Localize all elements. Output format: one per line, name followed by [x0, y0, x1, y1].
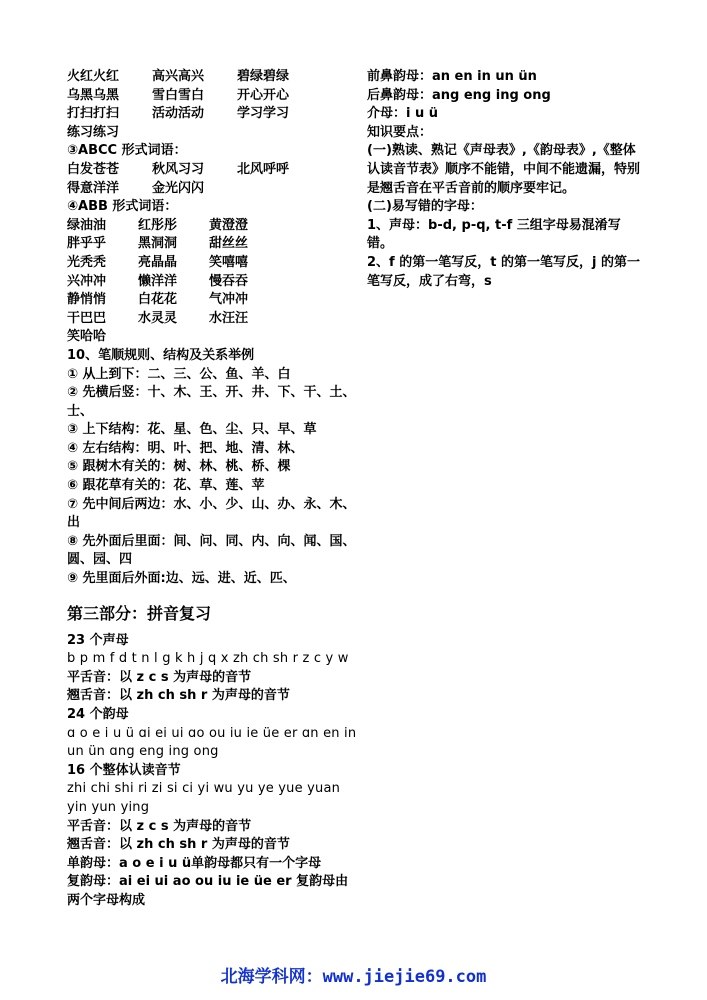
- word: 笑哈哈: [67, 329, 107, 345]
- compound-finals: 复韵母：ai ei ui ao ou iu ie üe er 复韵母由两个字母构成: [67, 874, 349, 908]
- stroke-item: ③ 上下结构：花、星、色、尘、只、早、草: [67, 422, 317, 438]
- whole-syllables-title: 16 个整体认读音节: [67, 762, 181, 778]
- key-point-2-title: (二)易写错的字母：: [367, 199, 483, 215]
- simple-finals: 单韵母：a o e i u ü单韵母都只有一个字母: [67, 855, 322, 871]
- key-points-title: 知识要点：: [367, 124, 433, 140]
- word: 红彤彤: [138, 217, 178, 233]
- word: 秋风习习: [152, 161, 205, 177]
- abab-row: [67, 87, 357, 106]
- word: 静悄悄: [67, 292, 107, 308]
- word: 雪白雪白: [152, 87, 205, 103]
- word: 黄澄澄: [209, 217, 249, 233]
- curled-tongue-rule: 翘舌音：以 zh ch sh r 为声母的音节: [67, 837, 290, 853]
- word: 碧绿碧绿: [237, 69, 290, 84]
- word: 兴冲冲: [67, 273, 107, 289]
- stroke-item: ② 先横后竖：十、木、王、开、井、下、干、土、士、: [67, 385, 356, 419]
- whole-syllables-list: zhi chi shi ri zi si ci yi wu yu ye yue yuan yin yun ying: [67, 781, 341, 815]
- stroke-item: ⑨ 先里面后外面:边、远、进、近、匹、: [67, 571, 296, 587]
- key-point-2-item: 1、声母：b-d, p-q, t-f 三组字母易混淆写错。: [367, 217, 621, 252]
- word: 金光闪闪: [152, 180, 205, 196]
- right-column: [367, 68, 643, 291]
- abb-row: [67, 291, 357, 310]
- curled-tongue-rule: 翘舌音：以 zh ch sh r 为声母的音节: [67, 688, 290, 704]
- abab-row: [67, 105, 357, 124]
- word: 黑洞洞: [138, 236, 178, 252]
- abcc-row: [67, 180, 357, 199]
- word: 练习练习: [67, 124, 120, 140]
- word: 学习学习: [237, 106, 290, 122]
- abcc-row: [67, 161, 357, 180]
- abb-row: [67, 254, 357, 273]
- medials: 介母：i u ü: [367, 106, 439, 122]
- abb-row: [67, 328, 357, 347]
- stroke-item: ⑥ 跟花草有关的：花、草、莲、苹: [67, 478, 265, 494]
- footer-website: 北海学科网：www.jiejie69.com: [220, 967, 487, 987]
- word: 胖乎乎: [67, 236, 107, 252]
- stroke-item: ⑧ 先外面后里面：间、问、同、内、向、闻、国、圆、园、四: [67, 533, 356, 568]
- abb-row: [67, 217, 357, 236]
- word: 亮晶晶: [138, 254, 178, 270]
- word: 高兴高兴: [152, 69, 205, 84]
- abcc-title: ③ABCC 形式词语：: [67, 143, 187, 159]
- left-column: [67, 68, 357, 911]
- initials-list: b p m f d t n l g k h j q x zh ch sh r z c y w: [67, 651, 349, 667]
- abb-row: [67, 235, 357, 254]
- word: 开心开心: [237, 87, 290, 103]
- word: 懒洋洋: [138, 273, 178, 289]
- stroke-title: 10、笔顺规则、结构及关系举例: [67, 347, 255, 363]
- word: 火红火红: [67, 69, 120, 84]
- word: 白花花: [138, 292, 178, 308]
- word: 北风呼呼: [237, 161, 290, 177]
- abab-row: [67, 124, 357, 143]
- word: 得意洋洋: [67, 180, 120, 196]
- word: 乌黑乌黑: [67, 87, 120, 103]
- back-nasal-finals: 后鼻韵母：ang eng ing ong: [367, 87, 551, 103]
- word: 绿油油: [67, 217, 107, 233]
- word: 慢吞吞: [209, 273, 249, 289]
- abb-row: [67, 273, 357, 292]
- finals-title: 24 个韵母: [67, 707, 129, 722]
- key-point-1: (一)熟读、熟记《声母表》,《韵母表》,《整体认读音节表》顺序不能错，中间不能遗漏，特别是翘舌音在平舌音前的顺序要牢记。: [367, 143, 641, 196]
- abb-title: ④ABB 形式词语：: [67, 199, 178, 215]
- finals-list: ɑ o e i u ü ɑi ei ui ɑo ou iu ie üe er ɑn en in un ün ɑng eng ing ong: [67, 725, 357, 760]
- word: 水汪汪: [209, 310, 249, 326]
- stroke-item: ⑦ 先中间后两边：水、小、少、山、办、永、木、出: [67, 496, 356, 531]
- initials-title: 23 个声母: [67, 632, 129, 648]
- stroke-item: ⑤ 跟树木有关的：树、林、桃、桥、棵: [67, 459, 291, 475]
- stroke-item: ① 从上到下：二、三、公、鱼、羊、白: [67, 366, 291, 382]
- section-title: 第三部分：拼音复习: [67, 603, 212, 623]
- word: 光秃秃: [67, 254, 107, 270]
- word: 活动活动: [152, 106, 205, 122]
- word: 打扫打扫: [67, 106, 120, 122]
- word: 干巴巴: [67, 310, 107, 326]
- word: 甜丝丝: [209, 236, 249, 252]
- abab-row: [67, 68, 357, 87]
- word: 白发苍苍: [67, 161, 120, 177]
- flat-tongue-rule: 平舌音：以 z c s 为声母的音节: [67, 669, 252, 685]
- word: 水灵灵: [138, 310, 178, 326]
- key-point-2-item: 2、f 的第一笔写反，t 的第一笔写反，j 的第一笔写反，成了右弯，s: [367, 254, 640, 289]
- stroke-item: ④ 左右结构：明、叶、把、地、清、林、: [67, 440, 304, 456]
- word: 笑嘻嘻: [209, 254, 249, 270]
- front-nasal-finals: 前鼻韵母：an en in un ün: [367, 69, 537, 84]
- flat-tongue-rule: 平舌音：以 z c s 为声母的音节: [67, 818, 252, 834]
- abb-row: [67, 310, 357, 329]
- word: 气冲冲: [209, 292, 249, 308]
